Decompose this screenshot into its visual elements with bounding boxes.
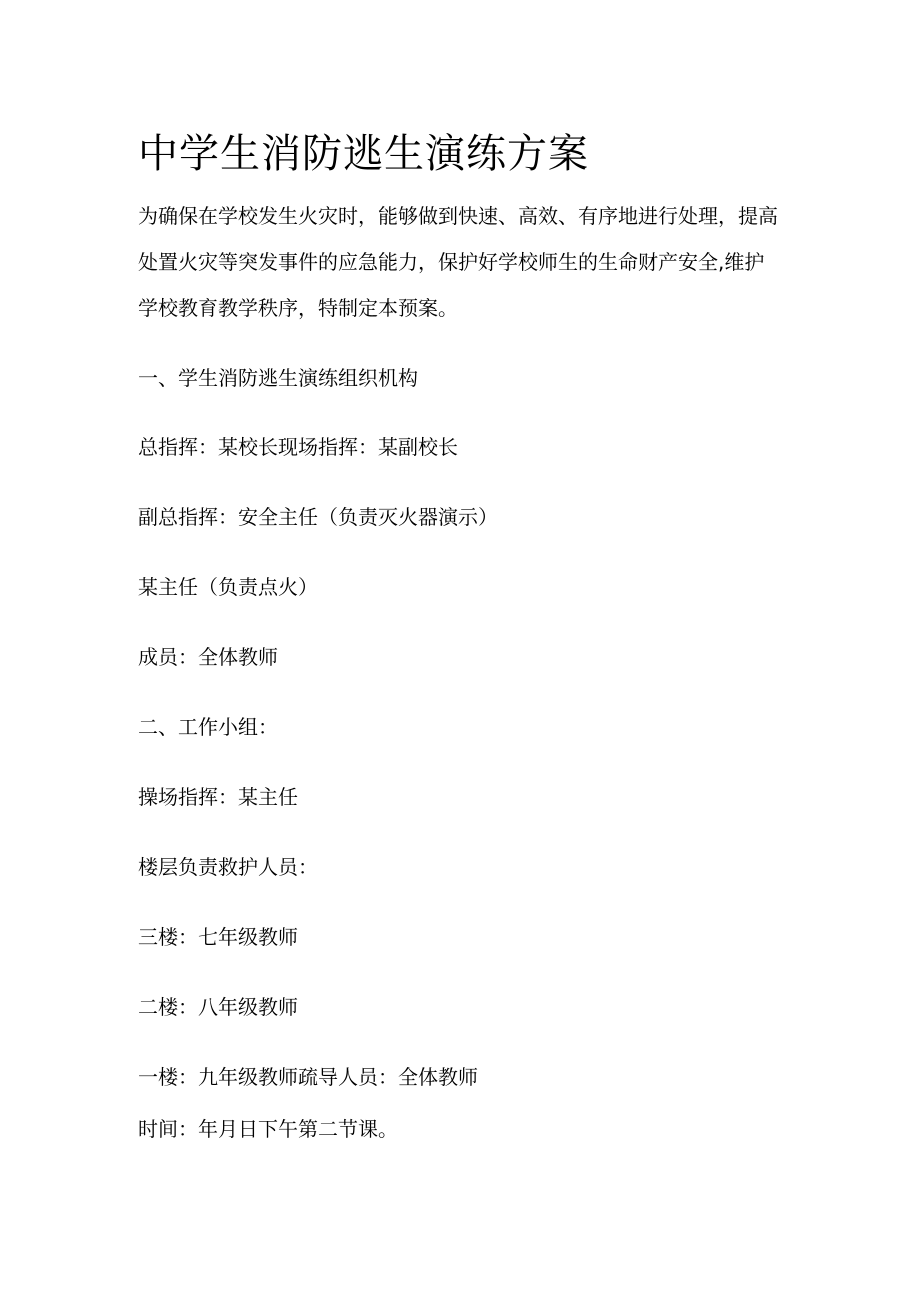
section-heading-work-groups: 二、工作小组： (138, 715, 278, 739)
third-floor-line: 三楼：七年级教师 (138, 925, 298, 949)
playground-commander-line: 操场指挥：某主任 (138, 785, 298, 809)
intro-line: 处置火灾等突发事件的应急能力，保护好学校师生的生命财产安全,维护 (138, 250, 765, 274)
time-line: 时间：年月日下午第二节课。 (138, 1117, 398, 1141)
intro-paragraph (138, 193, 788, 331)
first-floor-line: 一楼：九年级教师疏导人员：全体教师 (138, 1065, 478, 1089)
document-title: 中学生消防逃生演练方案 (138, 131, 589, 177)
section-heading-organization: 一、学生消防逃生演练组织机构 (138, 366, 418, 390)
members-line: 成员：全体教师 (138, 645, 278, 669)
commander-line: 总指挥：某校长现场指挥：某副校长 (138, 435, 458, 459)
ignition-officer-line: 某主任（负责点火） (138, 575, 318, 599)
floor-rescue-heading: 楼层负责救护人员： (138, 855, 318, 879)
intro-line: 学校教育教学秩序，特制定本预案。 (138, 296, 458, 320)
deputy-commander-line: 副总指挥：安全主任（负责灭火器演示） (138, 505, 498, 529)
second-floor-line: 二楼：八年级教师 (138, 995, 298, 1019)
intro-line: 为确保在学校发生火灾时，能够做到快速、高效、有序地进行处理，提高 (138, 204, 778, 228)
